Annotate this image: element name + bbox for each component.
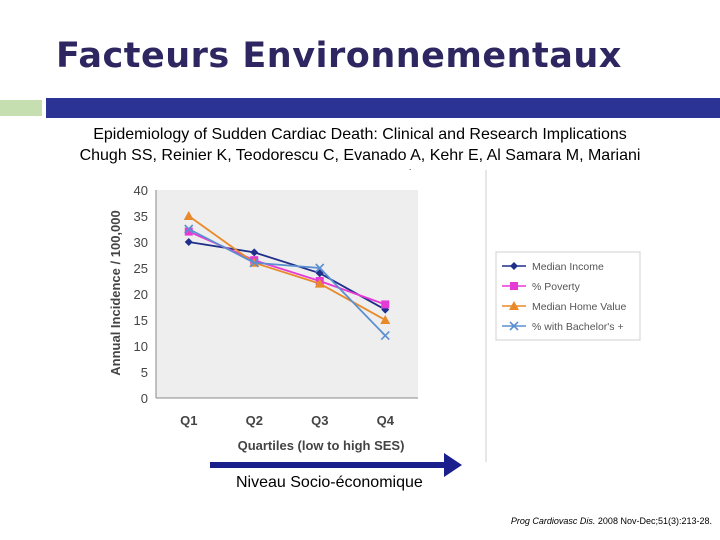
y-tick-label: 40 xyxy=(133,183,148,198)
legend-label: Median Income xyxy=(532,261,604,273)
x-axis-label: Quartiles (low to high SES) xyxy=(237,438,405,453)
legend-label: % Poverty xyxy=(532,281,580,293)
title-accent-band xyxy=(0,100,42,116)
y-tick-label: 30 xyxy=(133,235,148,250)
x-tick-label: Q2 xyxy=(245,413,263,428)
x-tick-label: Q3 xyxy=(311,413,329,428)
y-tick-label: 15 xyxy=(133,313,148,328)
y-tick-label: 25 xyxy=(133,261,148,276)
y-tick-label: 10 xyxy=(133,339,148,354)
title-underline-band xyxy=(46,98,720,118)
x-tick-label: Q1 xyxy=(180,413,198,428)
chart-legend xyxy=(496,252,640,340)
data-point xyxy=(381,300,389,308)
legend-label: % with Bachelor's + xyxy=(532,321,624,333)
source-journal: Prog Cardiovasc Dis. xyxy=(510,516,596,526)
citation-line-2: Chugh SS, Reinier K, Teodorescu C, Evanado A, Kehr E, Al Samara M, Mariani xyxy=(79,147,641,164)
y-tick-label: 5 xyxy=(140,365,148,380)
x-tick-label: Q4 xyxy=(376,413,394,428)
y-tick-label: 20 xyxy=(133,287,148,302)
slide-title: Facteurs Environnementaux xyxy=(56,36,622,76)
legend-marker xyxy=(510,282,518,290)
ses-arrow-shaft xyxy=(210,462,446,468)
source-details: 2008 Nov-Dec;51(3):213-28. xyxy=(597,516,712,526)
source-reference xyxy=(511,516,712,526)
ses-axis-caption: Niveau Socio-économique xyxy=(236,474,423,491)
ses-arrow-head-icon xyxy=(444,453,462,477)
legend-label: Median Home Value xyxy=(532,301,627,313)
y-tick-label: 35 xyxy=(133,209,148,224)
citation-line-1: Epidemiology of Sudden Cardiac Death: Clinical and Research Implications xyxy=(93,126,627,143)
y-axis-label: Annual Incidence / 100,000 xyxy=(108,210,123,376)
y-tick-label: 0 xyxy=(140,391,148,406)
incidence-line-chart xyxy=(100,170,627,460)
